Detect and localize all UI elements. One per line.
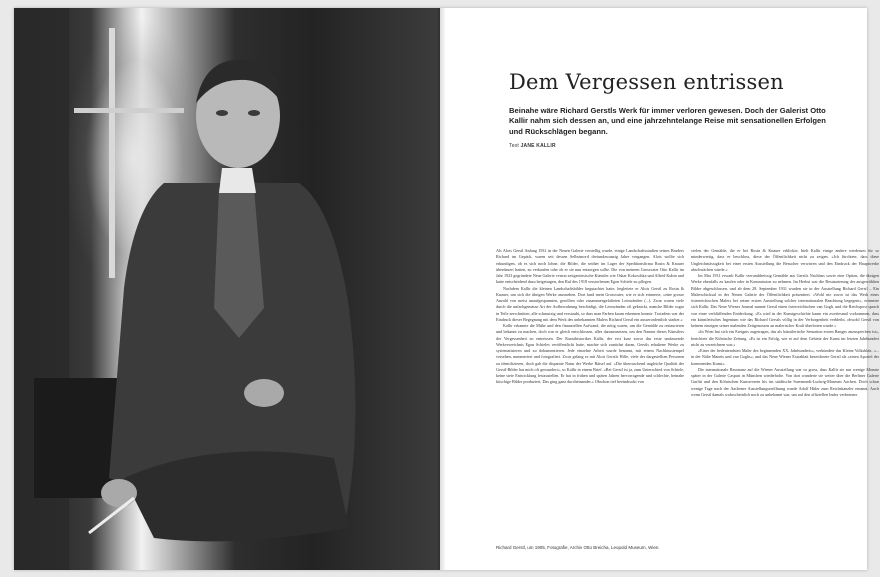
eye	[248, 110, 260, 116]
window-frame	[74, 108, 184, 113]
article-lead: Beinahe wäre Richard Gerstls Werk für immer verloren gewesen. Doch der Galerist Otto Kallir nahm sich dessen an, und eine jahrzehntelange Reise mit sensationellen Erfolgen und Rückschlägen begann.	[509, 106, 826, 136]
chair	[34, 378, 124, 498]
text-column-1	[496, 248, 684, 386]
article-title: Dem Vergessen entrissen	[509, 70, 784, 94]
hand	[101, 479, 137, 507]
collar	[219, 168, 256, 193]
paragraph: vielen der Gemälde, die er bei Rosin & Knauer erblickte, hielt Kallir einige andere wiederum für so minderwertig, dass er beschloss, diese der Öffentlichkeit nicht zu zeigen. »Ich fürchtete, dass diese Ungleichmässigkeit bei einer ersten Ausstellung die Besucher verwirren und den Eindruck der Hauptwerke abschwächen würde.«	[691, 248, 879, 272]
paragraph: »Einer der bedeutendsten Maler des beginnenden XX. Jahrhunderts«, verkündete das Kleine Volksblatt, »... in der Nähe Manets und van Goghs«, und das Neue Wiener Extrablatt bezeichnete Gerstl als »einen Apostel der kommenden Kunst«.	[691, 348, 879, 366]
text-column-2	[691, 248, 879, 398]
hand	[244, 379, 284, 407]
byline-prefix: Text	[509, 143, 519, 149]
portrait-photo-icon	[14, 8, 440, 570]
paragraph: Im Mai 1931 erwarb Kallir vierunddreissig Gemälde aus Gerstls Nachlass sowie eine Option, die übrigen Werke ebenfalls zu kaufen oder in Kommission zu nehmen. Im Herbst war die Restaurierung der ausgewählten Bilder abgeschlossen, und ab dem 28. September 1931 wurden sie in der Ausstellung Richard Gerstl – Ein Malerschicksal in der Neuen Galerie der Öffentlichkeit präsentiert. »Wohl nie zuvor ist das Werk eines österreichischen Malers bei seiner ersten Ausstellung solcher internationalen Beachtung begegnet«, erinnerte sich Kallir. Das Neue Wiener Journal nannte Gerstl einen österreichischen van Gogh, und die Reichspost sprach von einer verblüffenden Entdeckung. »Es wird in der Kunstgeschichte kaum ein zweitesmal vorkommen, dass ein künstlerisches Ingenium wie das Richard Gerstls völlig in der Verborgenheit verbleibt, obwohl Gerstl von keinem einzigen seiner malenden Zeitgenossen an malerischer Kraft überboten wurde.«	[691, 273, 879, 328]
paragraph: »In Wien hat sich ein Ereignis zugetragen, das als künstlerische Sensation ersten Ranges anzusprechen ist«, berichtete die Kölnische Zeitung. »Es ist ein Erfolg, wie er auf dem Gebiete der Kunst im letzten Jahrhundert nicht zu verzeichnen war.«	[691, 329, 879, 347]
paragraph: Die internationale Resonanz auf die Wiener Ausstellung war so gross, dass Kallir sie nur wenige Monate später in der Galerie Caspari in München wiederholte. Von dort wanderte sie weiter über die Berliner Galerie Gurlitt und den Kölnischen Kunstverein bis ins städtische Suermondt-Ludwig-Museum Aachen. Doch schon wenige Tage nach der Aachener Ausstellungseröffnung wurde Adolf Hitler zum Reichskanzler ernannt. Auch wenn Gerstl damals wahrscheinlich noch zu unbekannt war, um auf den offiziellen Index verbotener	[691, 366, 879, 397]
paragraph: Kallir erkannte die Mühe und den finanziellen Aufwand, die nötig waren, um die Gemälde zu restaurieren und bekannt zu machen, doch war er gleich entschlossen, alles daranzusetzen, um den Namen dieses Künstlers der Vergessenheit zu entreissen. Der Kunsthistoriker Kallir, der erst kurz zuvor das erste umfassende Werkverzeichnis Egon Schieles veröffentlicht hatte, machte sich zunächst daran, Gerstls erhaltene Werke zu systematisieren und zu dokumentieren. Jede einzelne Arbeit wurde benannt, mit einem Nachlassstempel versehen, nummeriert und fotografiert. Zwar gelang es mit Alois Gerstls Hilfe, viele der dargestellten Personen zu identifizieren, doch gab die disparate Natur der Werke Rätsel auf. »Die überraschend ungleiche Qualität der Gerstl-Bilder hat mich oft gewundert«, so Kallir in einem Brief. »Bei Gerstl ist ja, zum Unterschied von Schiele, keine stete Entwicklung festzustellen. Er hat in frühen und späten Jahren hervorragende und schlechte, beinahe kitschige Bilder produziert. Das ging ganz durcheinander.« Obschon tief beeindruckt von	[496, 323, 684, 385]
byline-author: JANE KALLIR	[520, 143, 556, 149]
photo-caption: Richard Gerstl, um 1905, Fotografie, Archiv Otto Breicha, Leopold Museum, Wien.	[496, 545, 660, 550]
paragraph: Nachdem Kallir die kleinen Landschaftsbilder begutachtet hatte, begleitete er Alois Gerstl zu Rosin & Knauer, um sich die übrigen Werke anzusehen. Dort fand mein Grossvater, wie er sich erinnerte, »eine grosse Anzahl von meist unaufgespannten, gerollten oder zusammengefalteten Leinwänden (...). Zwar waren viele durch die unfachgemässe Art der Aufbewahrung beschädigt, die Leinwänden oft geknickt, manche Bilder sogar in Teile zerschnitten, alle schmutzig und verstaubt, so dass man Farben kaum erkennen konnte. Trotzdem war der Eindruck dieser Begegnung mit dem Werk des unbekannten Malers Richard Gerstl ein ausserordentlich starker.«	[496, 285, 684, 322]
window-frame	[109, 28, 115, 278]
portrait-photo	[14, 8, 440, 570]
paragraph: Als Alois Gerstl Anfang 1931 in der Neuen Galerie vorstellig wurde, einige Landschaftsstudien seines Bruders Richard im Gepäck, waren seit dessen Selbstmord dreiundzwanzig Jahre vergangen. Alois wollte sich erkundigen, ob es sich noch lohne, die Bilder, die seither im Lager der Speditionsfirma Rosin & Knauer überdauert hatten, zu verkaufen oder ob er sie nun entsorgen sollte. Die von meinem Grossvater Otto Kallir im Jahr 1923 gegründete Neue Galerie vertrat zeitgenössische Künstler wie Oskar Kokoschka und Alfred Kubin und hatte entscheidend dazu beigetragen, den Ruf des 1918 verstorbenen Egon Schiele zu pflegen.	[496, 248, 684, 285]
page-gutter	[438, 8, 446, 570]
eye	[216, 110, 228, 116]
byline	[509, 143, 556, 149]
magazine-spread	[14, 8, 879, 570]
